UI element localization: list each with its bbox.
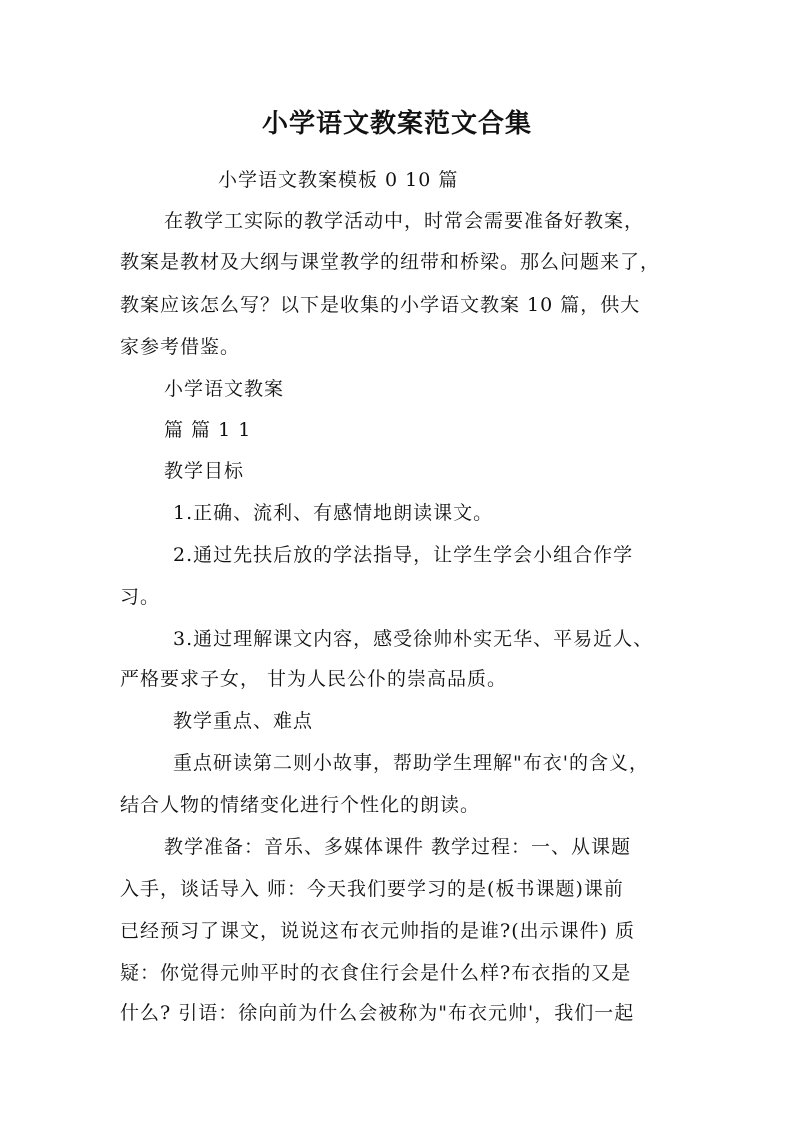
intro-line: 教案是教材及大纲与课堂教学的纽带和桥梁。那么问题来了， <box>120 251 661 273</box>
key-points-heading: 教学重点、难点 <box>173 710 314 732</box>
process-line: 已经预习了课文，说说这布衣元帅指的是谁?(出示课件) 质 <box>120 920 636 942</box>
objective-item: 2.通过先扶后放的学法指导，让学生学会小组合作学 <box>173 544 634 566</box>
process-line: 什么? 引语：徐向前为什么会被称为"布衣元帅'，我们一起 <box>120 1002 635 1024</box>
objectives-heading: 教学目标 <box>164 460 245 482</box>
objective-item: 1.正确、流利、有感情地朗读课文。 <box>173 502 494 524</box>
section-number: 篇 篇 1 1 <box>164 419 252 441</box>
objective-item: 严格要求子女， 甘为人民公仆的崇高品质。 <box>120 668 508 690</box>
objective-item: 3.通过理解课文内容，感受徐帅朴实无华、平易近人、 <box>173 628 654 650</box>
key-point-line: 重点研读第二则小故事，帮助学生理解"布衣'的含义， <box>173 752 649 774</box>
intro-line: 家参考借鉴。 <box>120 336 241 358</box>
objective-item: 习。 <box>120 586 161 608</box>
section-heading: 小学语文教案 <box>164 378 285 400</box>
intro-line: 教案应该怎么写？以下是收集的小学语文教案 10 篇，供大 <box>120 294 641 316</box>
process-line: 教学准备：音乐、多媒体课件 教学过程：一、从课题 <box>164 836 632 858</box>
subtitle: 小学语文教案模板 0 10 篇 <box>218 169 459 191</box>
process-line: 入手，谈话导入 师：今天我们要学习的是(板书课题)课前 <box>120 878 624 900</box>
process-line: 疑：你觉得元帅平时的衣食住行会是什么样?布衣指的又是 <box>120 962 632 984</box>
document-title: 小学语文教案范文合集 <box>261 109 532 139</box>
key-point-line: 结合人物的情绪变化进行个性化的朗读。 <box>120 794 481 816</box>
intro-line: 在教学工实际的教学活动中，时常会需要准备好教案， <box>164 210 645 232</box>
